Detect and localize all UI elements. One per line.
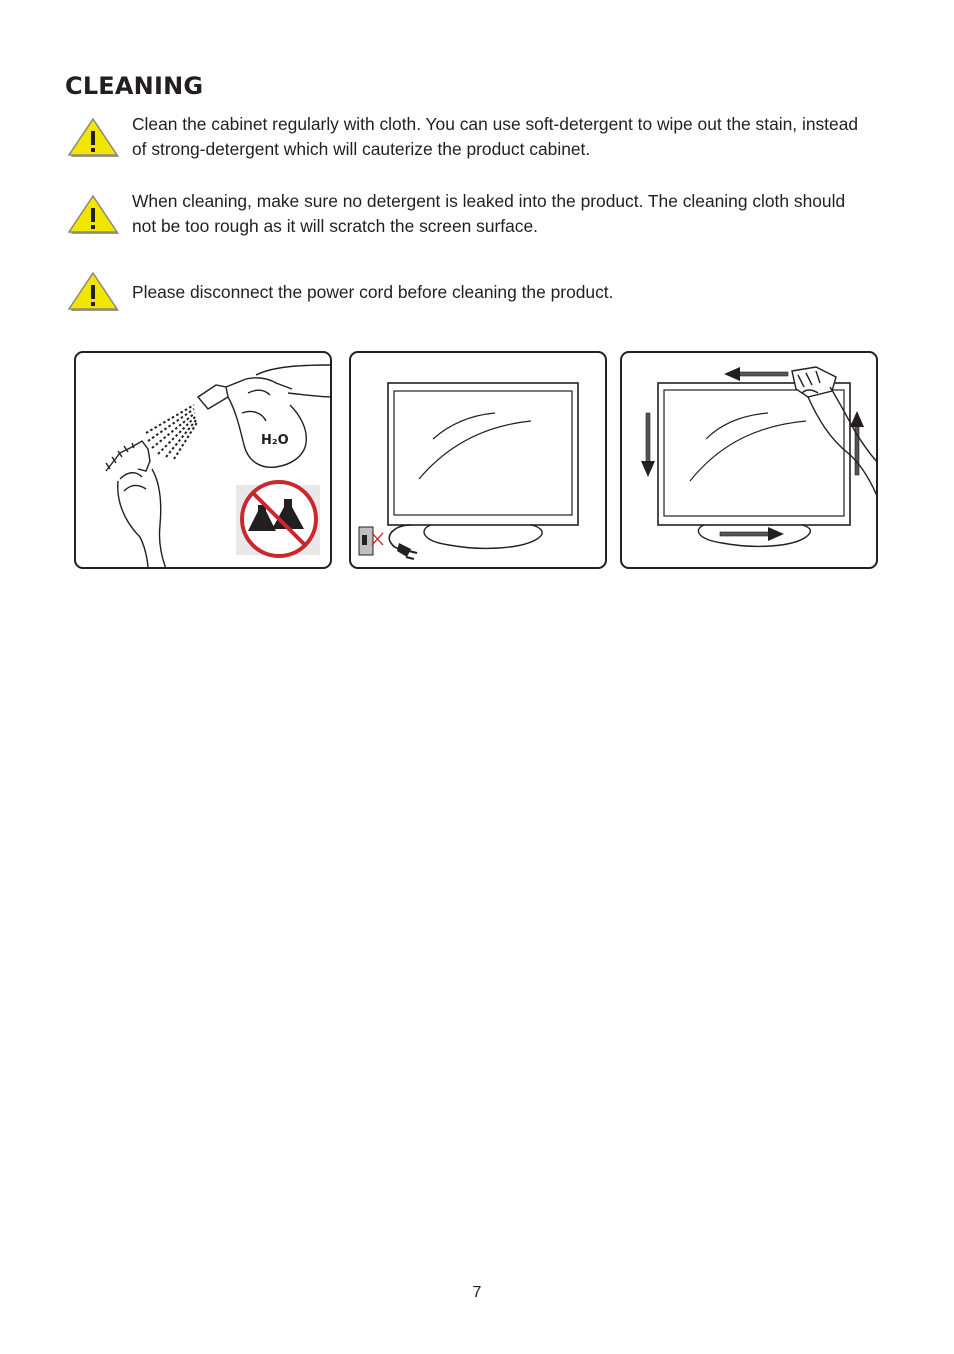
warning-triangle-icon — [68, 195, 120, 237]
illustration-wipe-screen — [620, 351, 878, 569]
power-plug-icon — [389, 525, 417, 559]
warning-triangle-icon — [68, 272, 120, 314]
page-number: 7 — [472, 1284, 482, 1301]
warning-item — [68, 114, 868, 178]
illustration-unplug-power — [349, 351, 607, 569]
no-chemicals-icon — [236, 482, 320, 556]
warning-text: Clean the cabinet regularly with cloth. You can use soft-detergent to wipe out the stain, instead of strong-detergent which will cauterize the product cabinet. — [132, 114, 859, 159]
section-heading: CLEANING — [65, 72, 204, 100]
power-outlet-icon — [359, 527, 383, 555]
illustration-spray-water — [74, 351, 332, 569]
wipe-direction-arrows-icon — [641, 367, 864, 541]
warning-item — [68, 272, 868, 332]
warning-text: Please disconnect the power cord before cleaning the product. — [132, 282, 614, 302]
warning-text: When cleaning, make sure no detergent is leaked into the product. The cleaning cloth should not be too rough as it will scratch the screen surface. — [132, 191, 846, 236]
hand-with-cloth-icon — [106, 441, 166, 569]
water-label: H₂O — [261, 433, 289, 448]
monitor-icon — [388, 383, 578, 548]
warning-triangle-icon — [68, 118, 120, 160]
monitor-icon — [658, 383, 850, 546]
spray-mist-icon — [146, 405, 198, 459]
warning-item — [68, 191, 868, 255]
spray-bottle-icon — [198, 365, 332, 467]
hand-with-cloth-icon — [792, 367, 878, 503]
